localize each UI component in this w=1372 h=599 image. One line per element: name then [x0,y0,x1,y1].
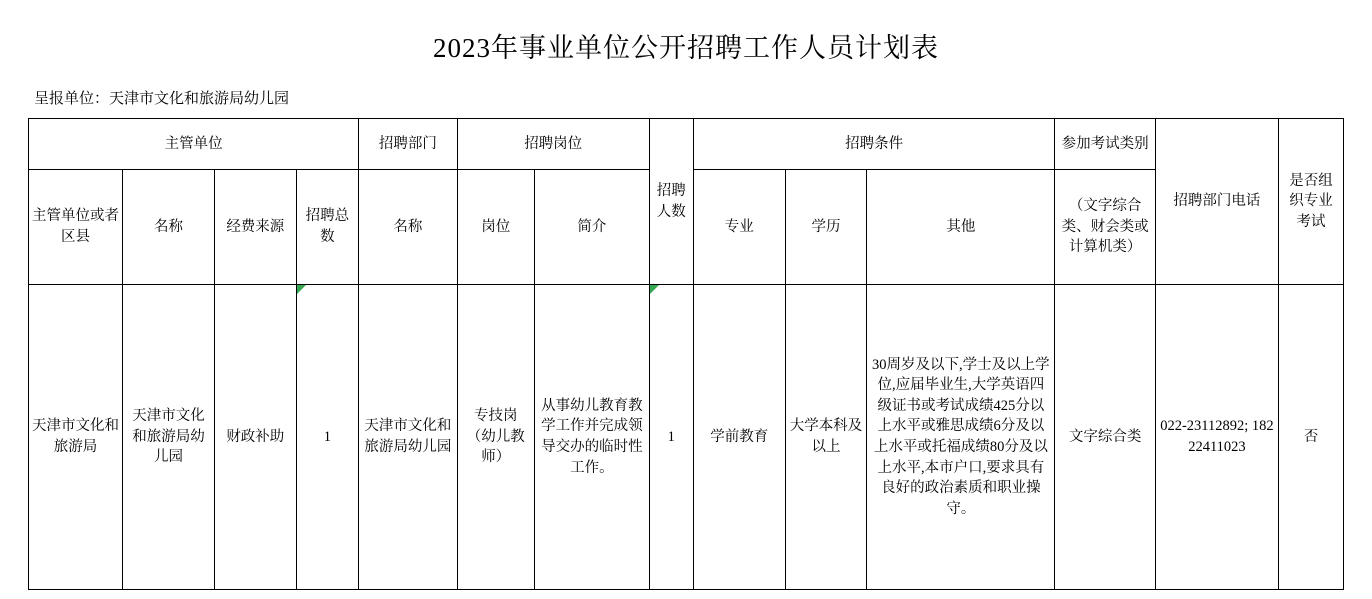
cell-funding-source: 财政补助 [215,285,297,590]
cell-major: 学前教育 [693,285,785,590]
subheader-post: 岗位 [457,170,534,285]
cell-other: 30周岁及以下,学士及以上学位,应届毕业生,大学英语四级证书或考试成绩425分以上水平或雅思成绩6分及以上水平或托福成绩80分及以上水平,本市户口,要求具有良好的政治素质和职业操守。 [867,285,1055,590]
subheader-exam-category-note: （文字综合类、财会类或计算机类） [1055,170,1155,285]
header-department-phone: 招聘部门电话 [1155,119,1278,285]
subheader-education: 学历 [785,170,867,285]
table-container [0,118,1372,590]
cell-education: 大学本科及以上 [785,285,867,590]
cell-dept-name: 天津市文化和旅游局幼儿园 [359,285,457,590]
recruitment-plan-table [28,118,1344,590]
subheader-major: 专业 [693,170,785,285]
header-recruiting-conditions: 招聘条件 [693,119,1055,170]
table-header-row-top [29,119,1344,170]
table-row [29,285,1344,590]
reporting-unit-line: 呈报单位：天津市文化和旅游局幼儿园 [34,91,290,107]
subheader-funding-source: 经费来源 [215,170,297,285]
header-exam-category: 参加考试类别 [1055,119,1155,170]
page-title: 2023年事业单位公开招聘工作人员计划表 [433,33,939,63]
header-headcount: 招聘人数 [649,119,693,285]
cell-total-recruits: 1 [296,285,359,590]
cell-unit-or-district: 天津市文化和旅游局 [29,285,123,590]
cell-exam-category: 文字综合类 [1055,285,1155,590]
cell-headcount: 1 [649,285,693,590]
subheader-other: 其他 [867,170,1055,285]
subheader-dept-name: 名称 [359,170,457,285]
header-recruiting-post: 招聘岗位 [457,119,649,170]
header-recruiting-department: 招聘部门 [359,119,457,170]
subheader-unit-or-district: 主管单位或者区县 [29,170,123,285]
header-supervising-unit: 主管单位 [29,119,359,170]
subheader-total-recruits: 招聘总数 [296,170,359,285]
subheader-brief: 简介 [534,170,649,285]
cell-brief: 从事幼儿教育教学工作并完成领导交办的临时性工作。 [534,285,649,590]
header-professional-exam: 是否组织专业考试 [1279,119,1344,285]
cell-unit-name: 天津市文化和旅游局幼儿园 [123,285,215,590]
cell-department-phone: 022-23112892; 18222411023 [1155,285,1278,590]
cell-post: 专技岗（幼儿教师） [457,285,534,590]
subheader-unit-name: 名称 [123,170,215,285]
cell-professional-exam: 否 [1279,285,1344,590]
